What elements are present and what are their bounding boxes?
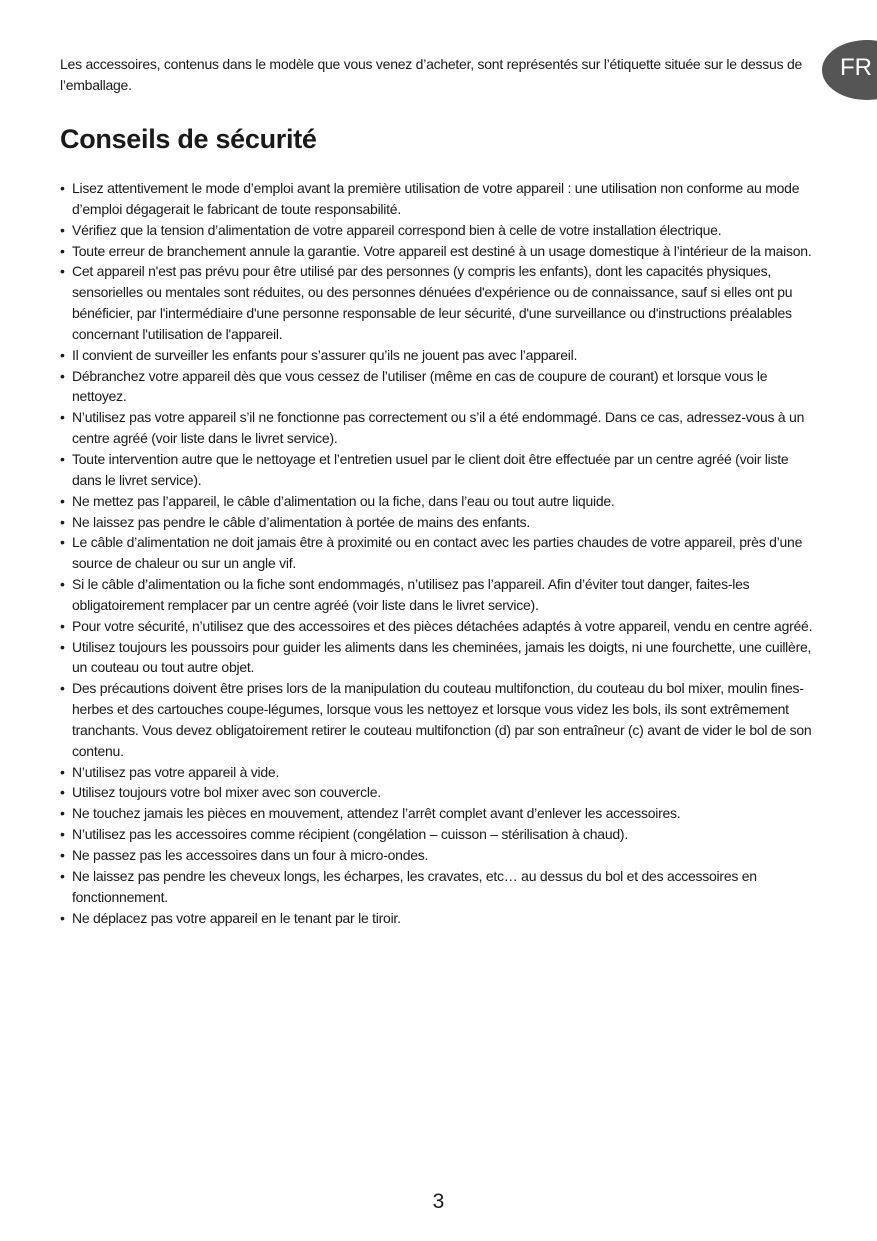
list-item: • Débranchez votre appareil dès que vous cessez de l’utiliser (même en cas de coupure de courant) et lorsque vous le nettoyez. [60, 366, 820, 408]
list-item: • Des précautions doivent être prises lors de la manipulation du couteau multifonction, du couteau du bol mixer, moulin fines-herbes et des cartouches coupe-légumes, lorsque vous les nettoyez et lorsque vous videz les bols, ils sont extrêmement tranchants. Vous devez obligatoirement retirer le couteau multifonction (d) par son entraîneur (c) avant de vider le bol de son contenu. [60, 678, 820, 761]
list-item: • Ne touchez jamais les pièces en mouvement, attendez l’arrêt complet avant d’enlever les accessoires. [60, 803, 820, 824]
page-number: 3 [432, 1190, 445, 1213]
list-item: • N’utilisez pas votre appareil s’il ne fonctionne pas correctement ou s’il a été endommagé. Dans ce cas, adressez-vous à un centre agréé (voir liste dans le livret service). [60, 407, 820, 449]
list-item: • Ne laissez pas pendre les cheveux longs, les écharpes, les cravates, etc… au dessus du bol et des accessoires en fonctionnement. [60, 866, 820, 908]
intro-paragraph: Les accessoires, contenus dans le modèle que vous venez d’acheter, sont représentés sur l’étiquette située sur le dessus de l’emballage. [60, 56, 803, 93]
list-item: • Lisez attentivement le mode d’emploi avant la première utilisation de votre appareil : une utilisation non conforme au mode d’emploi dégagerait le fabricant de toute responsabilité. [60, 178, 820, 220]
list-item: • Utilisez toujours votre bol mixer avec son couvercle. [60, 782, 820, 803]
list-item: • Si le câble d’alimentation ou la fiche sont endommagés, n’utilisez pas l’appareil. Afin d’éviter tout danger, faites-les obligatoirement remplacer par un centre agréé (voir liste dans le livret service). [60, 574, 820, 616]
language-badge [822, 40, 877, 100]
section-title: Conseils de sécurité [60, 124, 317, 154]
list-item: • Il convient de surveiller les enfants pour s’assurer qu’ils ne jouent pas avec l’appareil. [60, 345, 820, 366]
list-item: • Ne laissez pas pendre le câble d’alimentation à portée de mains des enfants. [60, 512, 820, 533]
list-item: • N’utilisez pas votre appareil à vide. [60, 762, 820, 783]
list-item: • Toute intervention autre que le nettoyage et l’entretien usuel par le client doit être effectuée par un centre agréé (voir liste dans le livret service). [60, 449, 820, 491]
list-item: • Pour votre sécurité, n’utilisez que des accessoires et des pièces détachées adaptés à votre appareil, vendu en centre agréé. [60, 616, 820, 637]
list-item: • Vérifiez que la tension d’alimentation de votre appareil correspond bien à celle de votre installation électrique. [60, 220, 820, 241]
list-item: • Ne déplacez pas votre appareil en le tenant par le tiroir. [60, 908, 820, 929]
list-item: • Le câble d’alimentation ne doit jamais être à proximité ou en contact avec les parties chaudes de votre appareil, près d’une source de chaleur ou sur un angle vif. [60, 532, 820, 574]
safety-list [60, 178, 820, 928]
list-item: • Utilisez toujours les poussoirs pour guider les aliments dans les cheminées, jamais les doigts, ni une fourchette, une cuillère, un couteau ou tout autre objet. [60, 637, 820, 679]
list-item: • N’utilisez pas les accessoires comme récipient (congélation – cuisson – stérilisation à chaud). [60, 824, 820, 845]
list-item: • Toute erreur de branchement annule la garantie. Votre appareil est destiné à un usage domestique à l’intérieur de la maison. [60, 241, 820, 262]
language-badge-label: FR [840, 54, 872, 81]
list-item: • Ne mettez pas l’appareil, le câble d’alimentation ou la fiche, dans l’eau ou tout autre liquide. [60, 491, 820, 512]
list-item: • Ne passez pas les accessoires dans un four à micro-ondes. [60, 845, 820, 866]
list-item: • Cet appareil n'est pas prévu pour être utilisé par des personnes (y compris les enfants), dont les capacités physiques, sensorielles ou mentales sont réduites, ou des personnes dénuées d'expérience ou de connaissance, sauf si elles ont pu bénéficier, par l'intermédiaire d'une personne responsable de leur sécurité, d'une surveillance ou d'instructions préalables concernant l'utilisation de l'appareil. [60, 261, 820, 344]
